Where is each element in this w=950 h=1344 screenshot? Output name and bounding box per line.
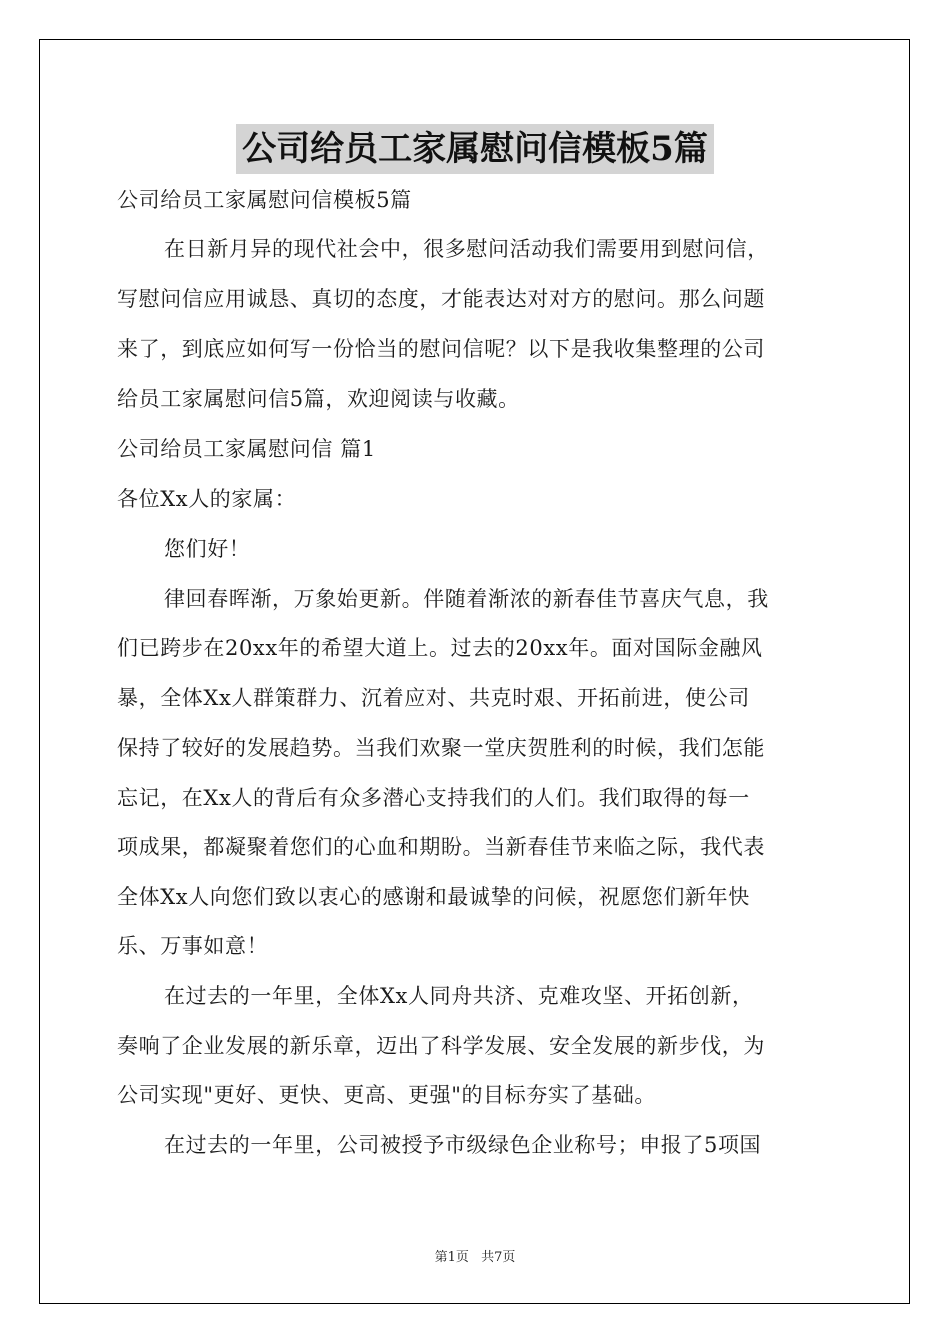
paragraph-line: 写慰问信应用诚恳、真切的态度，才能表达对对方的慰问。那么问题 [117,287,765,311]
page-footer [0,1246,950,1265]
salutation: 各位Xx人的家属： [117,487,297,511]
paragraph-line: 在日新月异的现代社会中，很多慰问活动我们需要用到慰问信， [164,237,769,261]
paragraph-line: 给员工家属慰问信5篇，欢迎阅读与收藏。 [117,387,520,411]
paragraph-line: 在过去的一年里，全体Xx人同舟共济、克难攻坚、开拓创新， [164,984,754,1008]
paragraph-line: 暴，全体Xx人群策群力、沉着应对、共克时艰、开拓前进，使公司 [117,686,750,710]
paragraph-line: 项成果，都凝聚着您们的心血和期盼。当新春佳节来临之际，我代表 [117,835,765,859]
paragraph-line: 公司实现"更好、更快、更高、更强"的目标夯实了基础。 [117,1083,656,1107]
section-heading: 公司给员工家属慰问信 篇1 [117,437,376,461]
title-container [0,124,950,174]
paragraph-line: 们已跨步在20xx年的希望大道上。过去的20xx年。面对国际金融风 [117,636,763,660]
greeting: 您们好！ [164,537,251,561]
paragraph-line: 奏响了企业发展的新乐章，迈出了科学发展、安全发展的新步伐，为 [117,1034,765,1058]
paragraph-line: 律回春晖渐，万象始更新。伴随着渐浓的新春佳节喜庆气息，我 [164,587,769,611]
paragraph-line: 在过去的一年里，公司被授予市级绿色企业称号；申报了5项国 [164,1133,762,1157]
paragraph-line: 保持了较好的发展趋势。当我们欢聚一堂庆贺胜利的时候，我们怎能 [117,736,765,760]
subtitle-line: 公司给员工家属慰问信模板5篇 [117,188,412,212]
paragraph-line: 全体Xx人向您们致以衷心的感谢和最诚挚的问候，祝愿您们新年快 [117,885,750,909]
document-title: 公司给员工家属慰问信模板5篇 [236,124,714,174]
page-number: 第1页 [434,1250,469,1265]
paragraph-line: 乐、万事如意！ [117,934,269,958]
page-total: 共7页 [481,1250,516,1265]
paragraph-line: 忘记，在Xx人的背后有众多潜心支持我们的人们。我们取得的每一 [117,786,750,810]
paragraph-line: 来了，到底应如何写一份恰当的慰问信呢？以下是我收集整理的公司 [117,337,765,361]
page-border [39,39,910,1304]
